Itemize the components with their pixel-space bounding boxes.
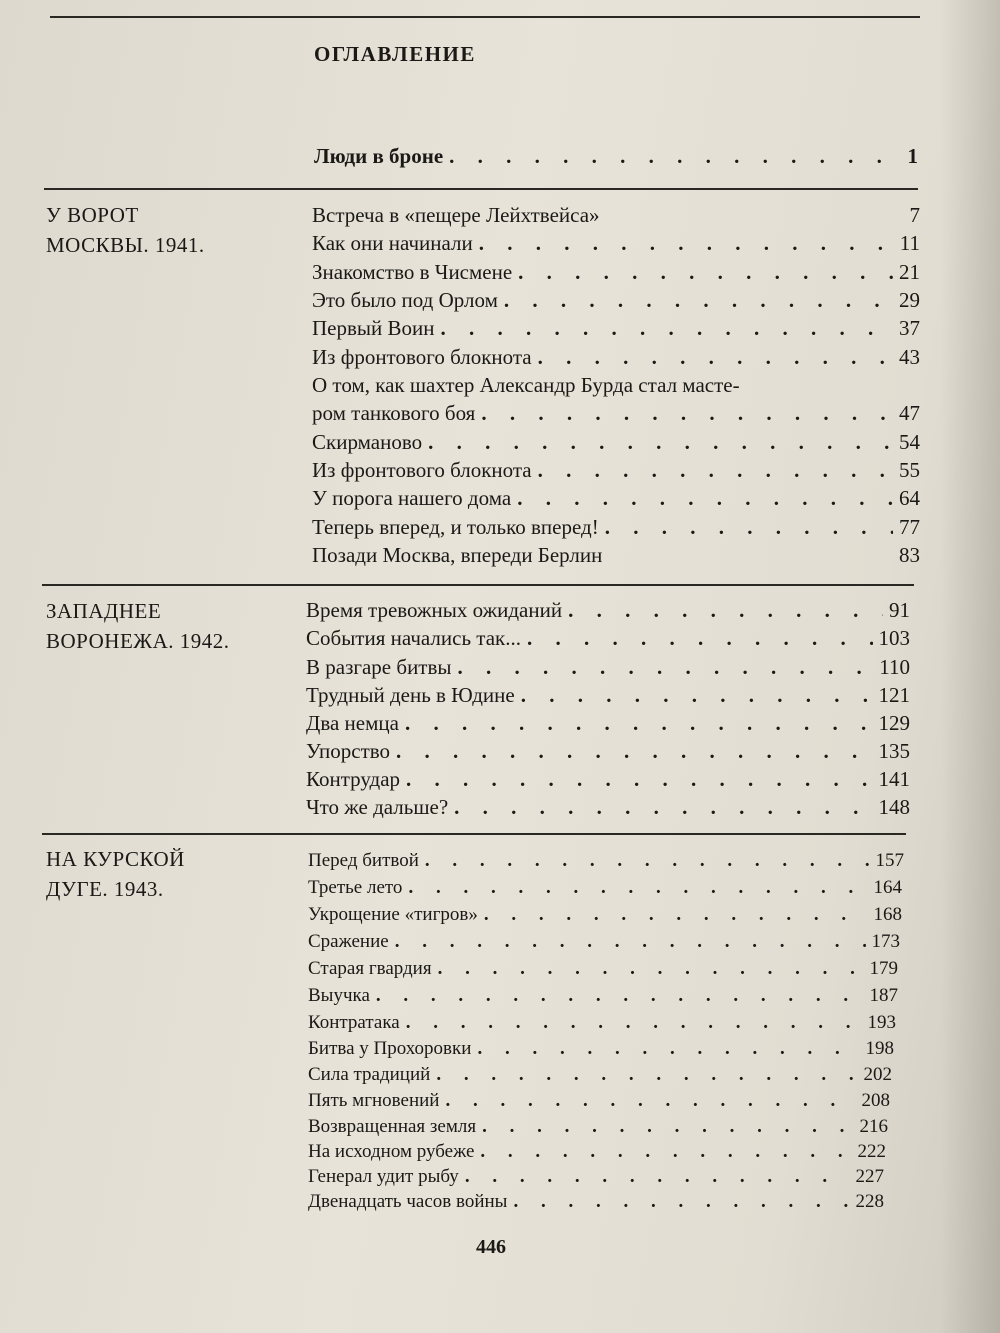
- leader-dots: [405, 711, 873, 736]
- toc-entry: [312, 543, 920, 568]
- top-rule: [50, 16, 920, 18]
- toc-entry: [308, 904, 902, 926]
- leader-dots: [438, 958, 864, 980]
- entry-page: 103: [878, 626, 910, 650]
- entry-page: 227: [855, 1166, 884, 1187]
- entry-page: 91: [889, 598, 910, 622]
- entry-title: Контратака: [308, 1012, 400, 1033]
- leader-dots: [518, 260, 893, 285]
- entry-title: Пять мгновений: [308, 1090, 440, 1111]
- entry-title: Трудный день в Юдине: [306, 683, 515, 707]
- leader-dots: [428, 430, 893, 455]
- toc-entry: [308, 1116, 888, 1138]
- toc-entry: [308, 1141, 886, 1163]
- section-title-line: МОСКВЫ. 1941.: [46, 233, 205, 257]
- toc-entry: [306, 739, 910, 764]
- entry-title: Третье лето: [308, 877, 403, 898]
- intro-title: Люди в броне: [314, 144, 444, 168]
- entry-title: Упорство: [306, 739, 391, 763]
- entry-page: 11: [899, 231, 920, 255]
- section-rule: [42, 584, 914, 586]
- entry-title: Скирманово: [312, 430, 423, 454]
- entry-page: 7: [909, 203, 920, 227]
- leader-dots: [568, 598, 883, 623]
- leader-dots: [527, 626, 873, 651]
- leader-dots: [605, 515, 893, 540]
- toc-entry: [312, 401, 920, 426]
- toc-entry: [306, 655, 910, 680]
- section-rule: [44, 188, 918, 190]
- entry-page: 54: [899, 430, 920, 454]
- entry-page: 77: [899, 515, 920, 539]
- intro-entry: [314, 144, 918, 169]
- toc-entry: [312, 288, 920, 313]
- entry-page: 216: [859, 1116, 888, 1137]
- leader-dots: [482, 1116, 853, 1138]
- section-title-line: ДУГЕ. 1943.: [46, 877, 164, 901]
- leader-dots: [538, 345, 893, 370]
- entry-page: 37: [899, 316, 920, 340]
- toc-entry: [312, 231, 920, 256]
- entry-page: 29: [899, 288, 920, 312]
- toc-entry: [312, 458, 920, 483]
- entry-page: 83: [899, 543, 920, 567]
- entry-title: Сила традиций: [308, 1064, 431, 1085]
- entry-page: 208: [861, 1090, 890, 1111]
- entry-title: Как они начинали: [312, 231, 473, 255]
- entry-title: Из фронтового блокнота: [312, 345, 532, 369]
- entry-title: Два немца: [306, 711, 399, 735]
- entry-title: Выучка: [308, 985, 370, 1006]
- leader-dots: [440, 316, 893, 341]
- toc-entry: [308, 1166, 884, 1188]
- entry-page: 187: [869, 985, 898, 1006]
- toc-entry: [312, 316, 920, 341]
- leader-dots: [465, 1166, 850, 1188]
- section-rule: [42, 833, 906, 835]
- leader-dots: [436, 1064, 857, 1086]
- entry-title: Знакомство в Чисмене: [312, 260, 513, 284]
- leader-dots: [521, 683, 873, 708]
- entry-title: Встреча в «пещере Лейхтвейса»: [312, 203, 600, 227]
- entry-page: 21: [899, 260, 920, 284]
- entry-title: Контрудар: [306, 767, 401, 791]
- entry-page: 135: [878, 739, 910, 763]
- toc-entry: [308, 1012, 896, 1034]
- entry-title: Позади Москва, впереди Берлин: [312, 543, 603, 567]
- entry-page: 43: [899, 345, 920, 369]
- leader-dots: [449, 144, 901, 169]
- leader-dots: [504, 288, 893, 313]
- entry-page: 157: [875, 850, 904, 871]
- toc-entry: [312, 486, 920, 511]
- leader-dots: [484, 904, 868, 926]
- leader-dots: [480, 1141, 851, 1163]
- leader-dots: [406, 767, 872, 792]
- entry-page: 168: [873, 904, 902, 925]
- entry-page: 121: [878, 683, 910, 707]
- toc-entry: [308, 850, 904, 872]
- leader-dots: [513, 1191, 849, 1213]
- entry-title: У порога нашего дома: [312, 486, 512, 510]
- toc-entry: [308, 1038, 894, 1060]
- entry-title: Это было под Орлом: [312, 288, 498, 312]
- entry-title: ром танкового боя: [312, 401, 476, 425]
- entry-page: 55: [899, 458, 920, 482]
- toc-entry: [308, 1090, 890, 1112]
- toc-entry: [312, 203, 920, 228]
- intro-page: 1: [907, 144, 918, 168]
- toc-entry: [308, 931, 900, 953]
- leader-dots: [395, 931, 866, 953]
- section-title-line: НА КУРСКОЙ: [46, 847, 185, 871]
- leader-dots: [454, 795, 872, 820]
- toc-entry: [312, 430, 920, 455]
- toc-entry: [308, 1191, 884, 1213]
- entry-title: Перед битвой: [308, 850, 419, 871]
- toc-entry: [312, 345, 920, 370]
- entry-page: 198: [865, 1038, 894, 1059]
- entry-title: Укрощение «тигров»: [308, 904, 478, 925]
- entry-page: 141: [878, 767, 910, 791]
- entry-title: Битва у Прохоровки: [308, 1038, 472, 1059]
- leader-dots: [458, 655, 874, 680]
- entry-page: 179: [869, 958, 898, 979]
- toc-entry: [306, 795, 910, 820]
- leader-dots: [481, 401, 893, 426]
- entry-page: 148: [878, 795, 910, 819]
- entry-page: 222: [857, 1141, 886, 1162]
- entry-page: 110: [879, 655, 910, 679]
- leader-dots: [408, 877, 867, 899]
- toc-title: ОГЛАВЛЕНИЕ: [314, 42, 476, 66]
- leader-dots: [517, 486, 893, 511]
- leader-dots: [479, 231, 894, 256]
- section-title-line: ВОРОНЕЖА. 1942.: [46, 629, 230, 653]
- entry-title: В разгаре битвы: [306, 655, 452, 679]
- leader-dots: [538, 458, 893, 483]
- section-title-line: У ВОРОТ: [46, 203, 139, 227]
- entry-page: 129: [878, 711, 910, 735]
- toc-entry: [308, 958, 898, 980]
- leader-dots: [406, 1012, 862, 1034]
- entry-title: Сражение: [308, 931, 389, 952]
- toc-entry-line: О том, как шахтер Александр Бурда стал масте-: [312, 373, 740, 397]
- entry-title: Старая гвардия: [308, 958, 432, 979]
- entry-title: Время тревожных ожиданий: [306, 598, 563, 622]
- entry-page: 228: [855, 1191, 884, 1212]
- toc-entry: [312, 515, 920, 540]
- leader-dots: [477, 1038, 859, 1060]
- toc-entry: [306, 683, 910, 708]
- toc-entry: [308, 877, 902, 899]
- toc-entry: [308, 1064, 892, 1086]
- toc-entry: [306, 626, 910, 651]
- entry-title: Из фронтового блокнота: [312, 458, 532, 482]
- entry-title: Теперь вперед, и только вперед!: [312, 515, 599, 539]
- toc-entry: [308, 985, 898, 1007]
- entry-page: 173: [871, 931, 900, 952]
- toc-entry: [312, 260, 920, 285]
- leader-dots: [425, 850, 870, 872]
- entry-title: На исходном рубеже: [308, 1141, 475, 1162]
- section-title-line: ЗАПАДНЕЕ: [46, 599, 162, 623]
- leader-dots: [396, 739, 872, 764]
- section-title: [46, 596, 230, 656]
- toc-entry: [306, 767, 910, 792]
- entry-title: Первый Воин: [312, 316, 435, 340]
- entry-title: Генерал удит рыбу: [308, 1166, 459, 1187]
- entry-title: Что же дальше?: [306, 795, 449, 819]
- toc-entry: [306, 598, 910, 623]
- entry-title: Двенадцать часов войны: [308, 1191, 508, 1212]
- entry-title: События начались так...: [306, 626, 521, 650]
- toc-entry: [306, 711, 910, 736]
- page-number: 446: [476, 1236, 506, 1258]
- leader-dots: [376, 985, 864, 1007]
- entry-page: 47: [899, 401, 920, 425]
- section-title: [46, 844, 185, 904]
- entry-page: 202: [863, 1064, 892, 1085]
- entry-page: 164: [873, 877, 902, 898]
- entry-page: 193: [867, 1012, 896, 1033]
- leader-dots: [445, 1090, 855, 1112]
- section-title: [46, 200, 205, 260]
- entry-page: 64: [899, 486, 920, 510]
- entry-title: Возвращенная земля: [308, 1116, 477, 1137]
